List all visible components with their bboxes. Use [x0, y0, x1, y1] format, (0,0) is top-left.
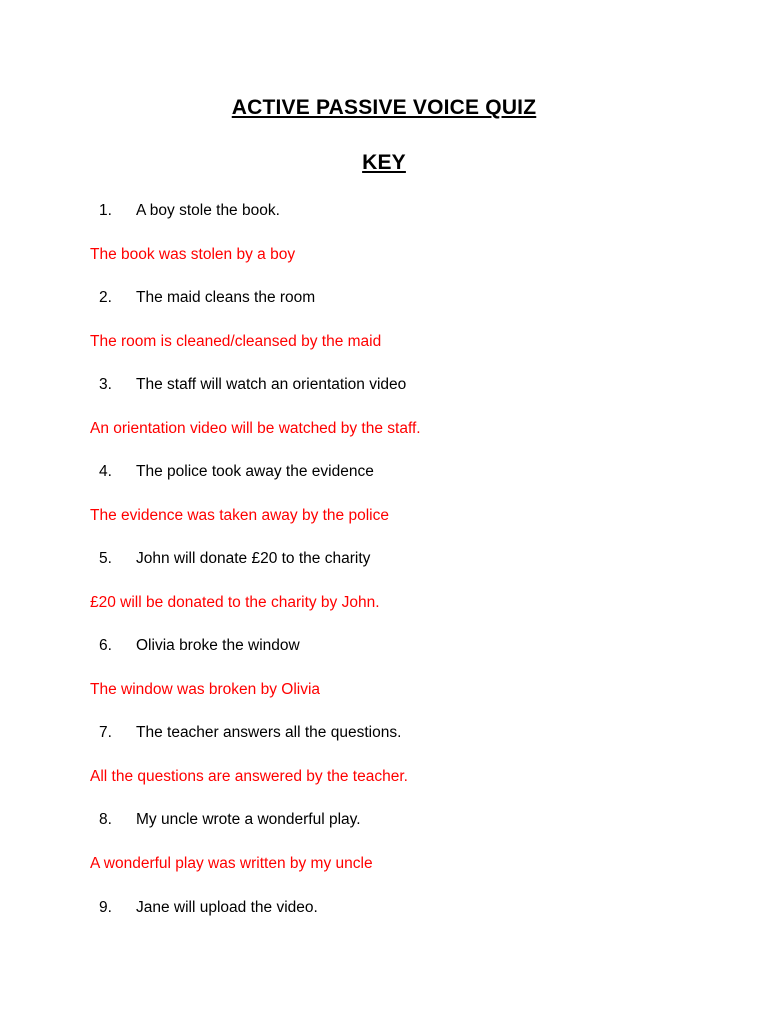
- question-text: My uncle wrote a wonderful play.: [136, 811, 361, 828]
- answer-text: £20 will be donated to the charity by John.: [90, 594, 380, 611]
- question-text: The staff will watch an orientation video: [136, 376, 407, 393]
- question-text: John will donate £20 to the charity: [136, 550, 371, 567]
- question-text: Jane will upload the video.: [136, 899, 318, 916]
- question-number: 9.: [99, 899, 112, 916]
- question-number: 6.: [99, 637, 112, 654]
- document-subtitle: KEY: [362, 151, 406, 174]
- document-title: ACTIVE PASSIVE VOICE QUIZ: [231, 96, 537, 119]
- answer-text: The book was stolen by a boy: [90, 246, 296, 263]
- question-text: The police took away the evidence: [136, 463, 374, 480]
- question-number: 2.: [99, 289, 112, 306]
- answer-text: All the questions are answered by the teacher.: [90, 768, 408, 785]
- answer-text: A wonderful play was written by my uncle: [90, 855, 373, 872]
- question-number: 4.: [99, 463, 112, 480]
- question-number: 8.: [99, 811, 112, 828]
- question-number: 1.: [99, 202, 112, 219]
- answer-text: The evidence was taken away by the police: [90, 507, 389, 524]
- question-number: 7.: [99, 724, 112, 741]
- answer-text: The window was broken by Olivia: [90, 681, 321, 698]
- question-number: 3.: [99, 376, 112, 393]
- answer-text: An orientation video will be watched by the staff.: [90, 420, 421, 437]
- answer-text: The room is cleaned/cleansed by the maid: [90, 333, 382, 350]
- question-text: The teacher answers all the questions.: [136, 724, 402, 741]
- question-number: 5.: [99, 550, 112, 567]
- question-text: A boy stole the book.: [136, 202, 280, 219]
- question-text: The maid cleans the room: [136, 289, 316, 306]
- question-text: Olivia broke the window: [136, 637, 300, 654]
